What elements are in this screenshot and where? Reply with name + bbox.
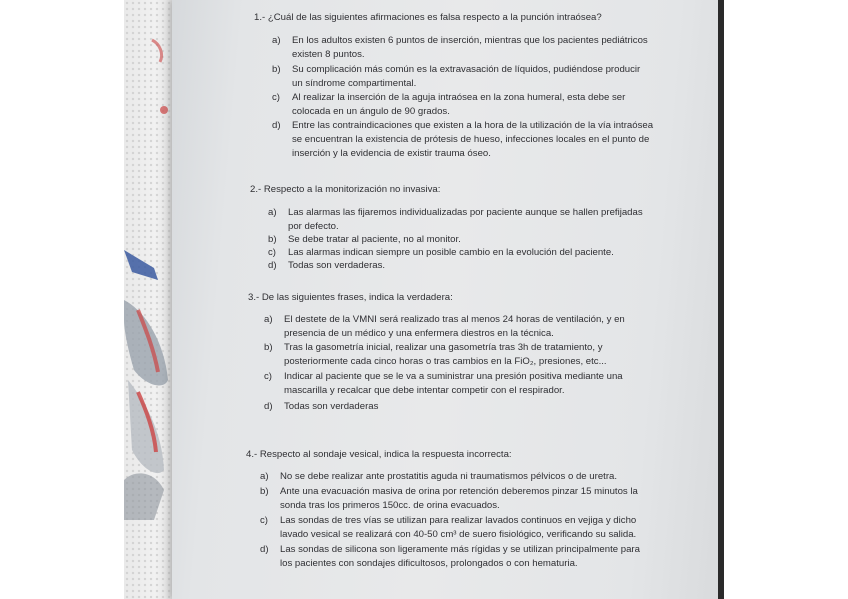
option-letter: b) — [268, 234, 277, 245]
option-letter: c) — [264, 371, 272, 382]
option-letter: b) — [260, 486, 269, 497]
option-letter: d) — [264, 401, 273, 412]
option-text: No se debe realizar ante prostatitis aguda ni traumatismos pélvicos o de uretra. — [280, 471, 618, 482]
question-stem: 1.- ¿Cuál de las siguientes afirmaciones es falsa respecto a la punción intraósea? — [254, 12, 602, 23]
option-text: Las alarmas indican siempre un posible cambio en la evolución del paciente. — [288, 247, 614, 258]
option-letter: a) — [264, 314, 273, 325]
option-text: Tras la gasometría inicial, realizar una gasometría tras 3h de tratamiento, y posteriormente cada cinco horas o tras cambios en la FiO₂, presiones, etc... — [284, 342, 607, 367]
paper-sheet — [172, 0, 718, 599]
option-text: Al realizar la inserción de la aguja intraósea en la zona humeral, esta debe ser colocada en un ángulo de 90 grados. — [292, 92, 626, 117]
option-letter: d) — [260, 544, 269, 555]
dark-edge — [718, 0, 724, 599]
question-stem: 4.- Respecto al sondaje vesical, indica la respuesta incorrecta: — [246, 449, 512, 460]
option-text: Su complicación más común es la extravasación de líquidos, pudiéndose producir un síndrome compartimental. — [292, 64, 641, 89]
option-letter: a) — [268, 207, 277, 218]
option-text: Entre las contraindicaciones que existen a la hora de la utilización de la vía intraósea se encuentran la existencia de prótesis de hueso, infecciones locales en el punto de inserción y la evidencia de existir trauma óseo. — [292, 120, 654, 159]
option-text: Ante una evacuación masiva de orina por retención deberemos pinzar 15 minutos la sonda tras los primeros 150cc. de orina evacuados. — [280, 486, 638, 511]
option-letter: a) — [272, 35, 281, 46]
option-letter: b) — [272, 64, 281, 75]
document-photo — [124, 0, 724, 599]
fabric-background — [124, 0, 176, 599]
option-text: Todas son verdaderas — [284, 401, 379, 412]
option-text: Las sondas de silicona son ligeramente más rígidas y se utilizan principalmente para los pacientes con sondajes dificultosos, prolongados o con hematuria. — [280, 544, 640, 569]
option-letter: b) — [264, 342, 273, 353]
option-letter: d) — [268, 260, 277, 271]
option-text: El destete de la VMNI será realizado tras al menos 24 horas de ventilación, y en presencia de un médico y una enfermera diestros en la técnica. — [284, 314, 625, 339]
option-text: Las alarmas las fijaremos individualizadas por paciente aunque se hallen prefijadas por defecto. — [288, 207, 643, 232]
option-text: En los adultos existen 6 puntos de inserción, mientras que los pacientes pediátricos existen 8 puntos. — [292, 35, 648, 60]
question-stem: 2.- Respecto a la monitorización no invasiva: — [250, 184, 441, 195]
option-letter: c) — [268, 247, 276, 258]
option-text: Las sondas de tres vías se utilizan para realizar lavados continuos en vejiga y dicho lavado vesical se realizará con 40-50 cm³ de suero fisiológico, verificando su salida. — [280, 515, 637, 540]
question-stem: 3.- De las siguientes frases, indica la verdadera: — [248, 292, 453, 303]
option-letter: c) — [272, 92, 280, 103]
option-letter: a) — [260, 471, 269, 482]
option-text: Todas son verdaderas. — [288, 260, 386, 271]
option-text: Se debe tratar al paciente, no al monitor. — [288, 234, 461, 245]
option-text: Indicar al paciente que se le va a suministrar una presión positiva mediante una mascarilla y recalcar que debe intentar competir con el respirador. — [284, 371, 623, 396]
option-letter: c) — [260, 515, 268, 526]
option-letter: d) — [272, 120, 281, 131]
cartoon-print-icon — [124, 0, 176, 599]
